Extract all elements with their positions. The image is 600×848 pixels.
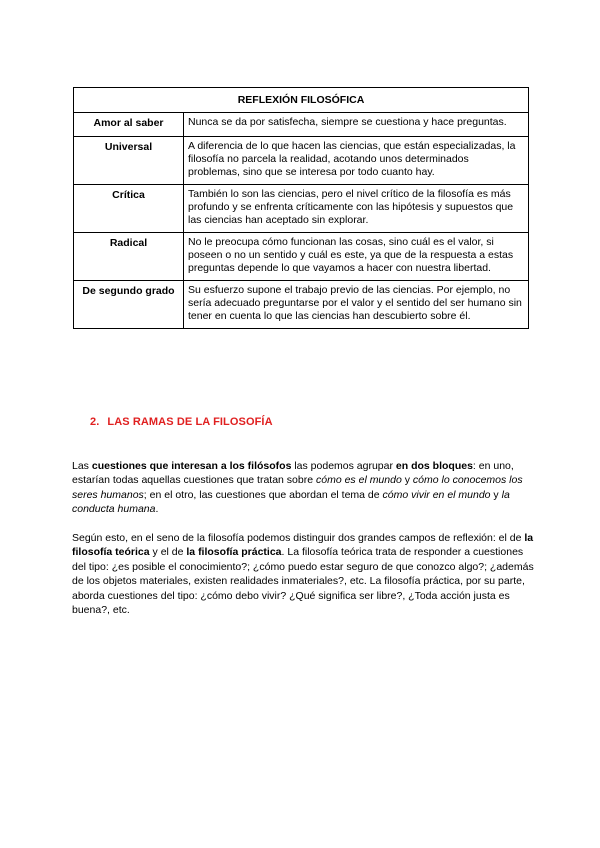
table-row bbox=[74, 281, 529, 329]
term-cell: Universal bbox=[74, 137, 184, 185]
text-span: . bbox=[155, 503, 159, 516]
text-span: y bbox=[401, 474, 413, 487]
text-span: y el de bbox=[149, 546, 187, 559]
definition-cell: También lo son las ciencias, pero el nivel crítico de la filosofía es más profundo y se enfrenta críticamente con las hipótesis y supuestos que las ciencias han aceptado sin explorar. bbox=[184, 185, 529, 233]
section-heading bbox=[90, 416, 273, 428]
italic-text: cómo lo conocemos los seres humanos bbox=[72, 474, 523, 501]
definition-cell: Su esfuerzo supone el trabajo previo de las ciencias. Por ejemplo, no sería adecuado preguntarse por el valor y el sentido del ser humano sin tener en cuenta lo que las ciencias han descubierto sobre él. bbox=[184, 281, 529, 329]
text-span: y bbox=[490, 488, 502, 501]
bold-text: la filosofía teórica bbox=[72, 532, 534, 559]
text-span: ; en el otro, las cuestiones que abordan el tema de bbox=[143, 488, 383, 501]
table-row bbox=[74, 113, 529, 137]
bold-text: cuestiones que interesan a los filósofos bbox=[91, 460, 292, 472]
bold-text: en dos bloques bbox=[395, 460, 473, 472]
table-row bbox=[74, 233, 529, 281]
italic-text: cómo es el mundo bbox=[316, 474, 402, 487]
paragraph-teorica-practica bbox=[72, 531, 534, 617]
term-cell: Amor al saber bbox=[74, 113, 184, 137]
italic-text: la conducta humana bbox=[72, 488, 510, 516]
table-title: REFLEXIÓN FILOSÓFICA bbox=[74, 88, 529, 113]
bold-text: la filosofía práctica bbox=[186, 546, 282, 559]
term-cell: Crítica bbox=[74, 185, 184, 233]
text-span: Las bbox=[72, 460, 92, 472]
definition-cell: Nunca se da por satisfecha, siempre se cuestiona y hace preguntas. bbox=[184, 113, 529, 137]
text-span: Según esto, en el seno de la filosofía podemos distinguir dos grandes campos de reflexión: el de bbox=[72, 532, 525, 544]
text-span: : en uno, estarían todas aquellas cuestiones que tratan sobre bbox=[72, 460, 514, 487]
table-header-row bbox=[74, 88, 529, 113]
term-cell: De segundo grado bbox=[74, 281, 184, 329]
table-row bbox=[74, 185, 529, 233]
table-row bbox=[74, 137, 529, 185]
section-number: 2. bbox=[90, 416, 100, 428]
reflexion-table bbox=[73, 87, 529, 329]
definition-cell: No le preocupa cómo funcionan las cosas, sino cuál es el valor, si poseen o no un sentido y cuál es este, ya que de la respuesta a estas preguntas depende lo que vayamos a hacer con nuestra libertad. bbox=[184, 233, 529, 281]
definition-cell: A diferencia de lo que hacen las ciencias, que están especializadas, la filosofía no parcela la realidad, acotando unos determinados problemas, sino que se interesa por todo cuanto hay. bbox=[184, 137, 529, 185]
italic-text: cómo vivir en el mundo bbox=[382, 488, 491, 501]
paragraph-ramas-intro bbox=[72, 459, 534, 517]
text-span: las podemos agrupar bbox=[291, 460, 396, 472]
term-cell: Radical bbox=[74, 233, 184, 281]
text-span: . La filosofía teórica trata de responder a cuestiones del tipo: ¿es posible el conocimiento?; ¿cómo puedo estar seguro de que conozco algo?; ¿además de los objetos materiales, existen realidades inmateriales?, etc. La filosofía práctica, por su parte, aborda cuestiones del tipo: ¿cómo debo vivir? ¿Qué significa ser libre?, ¿Toda acción justa es buena?, etc. bbox=[72, 546, 534, 617]
section-title: LAS RAMAS DE LA FILOSOFÍA bbox=[107, 416, 273, 428]
